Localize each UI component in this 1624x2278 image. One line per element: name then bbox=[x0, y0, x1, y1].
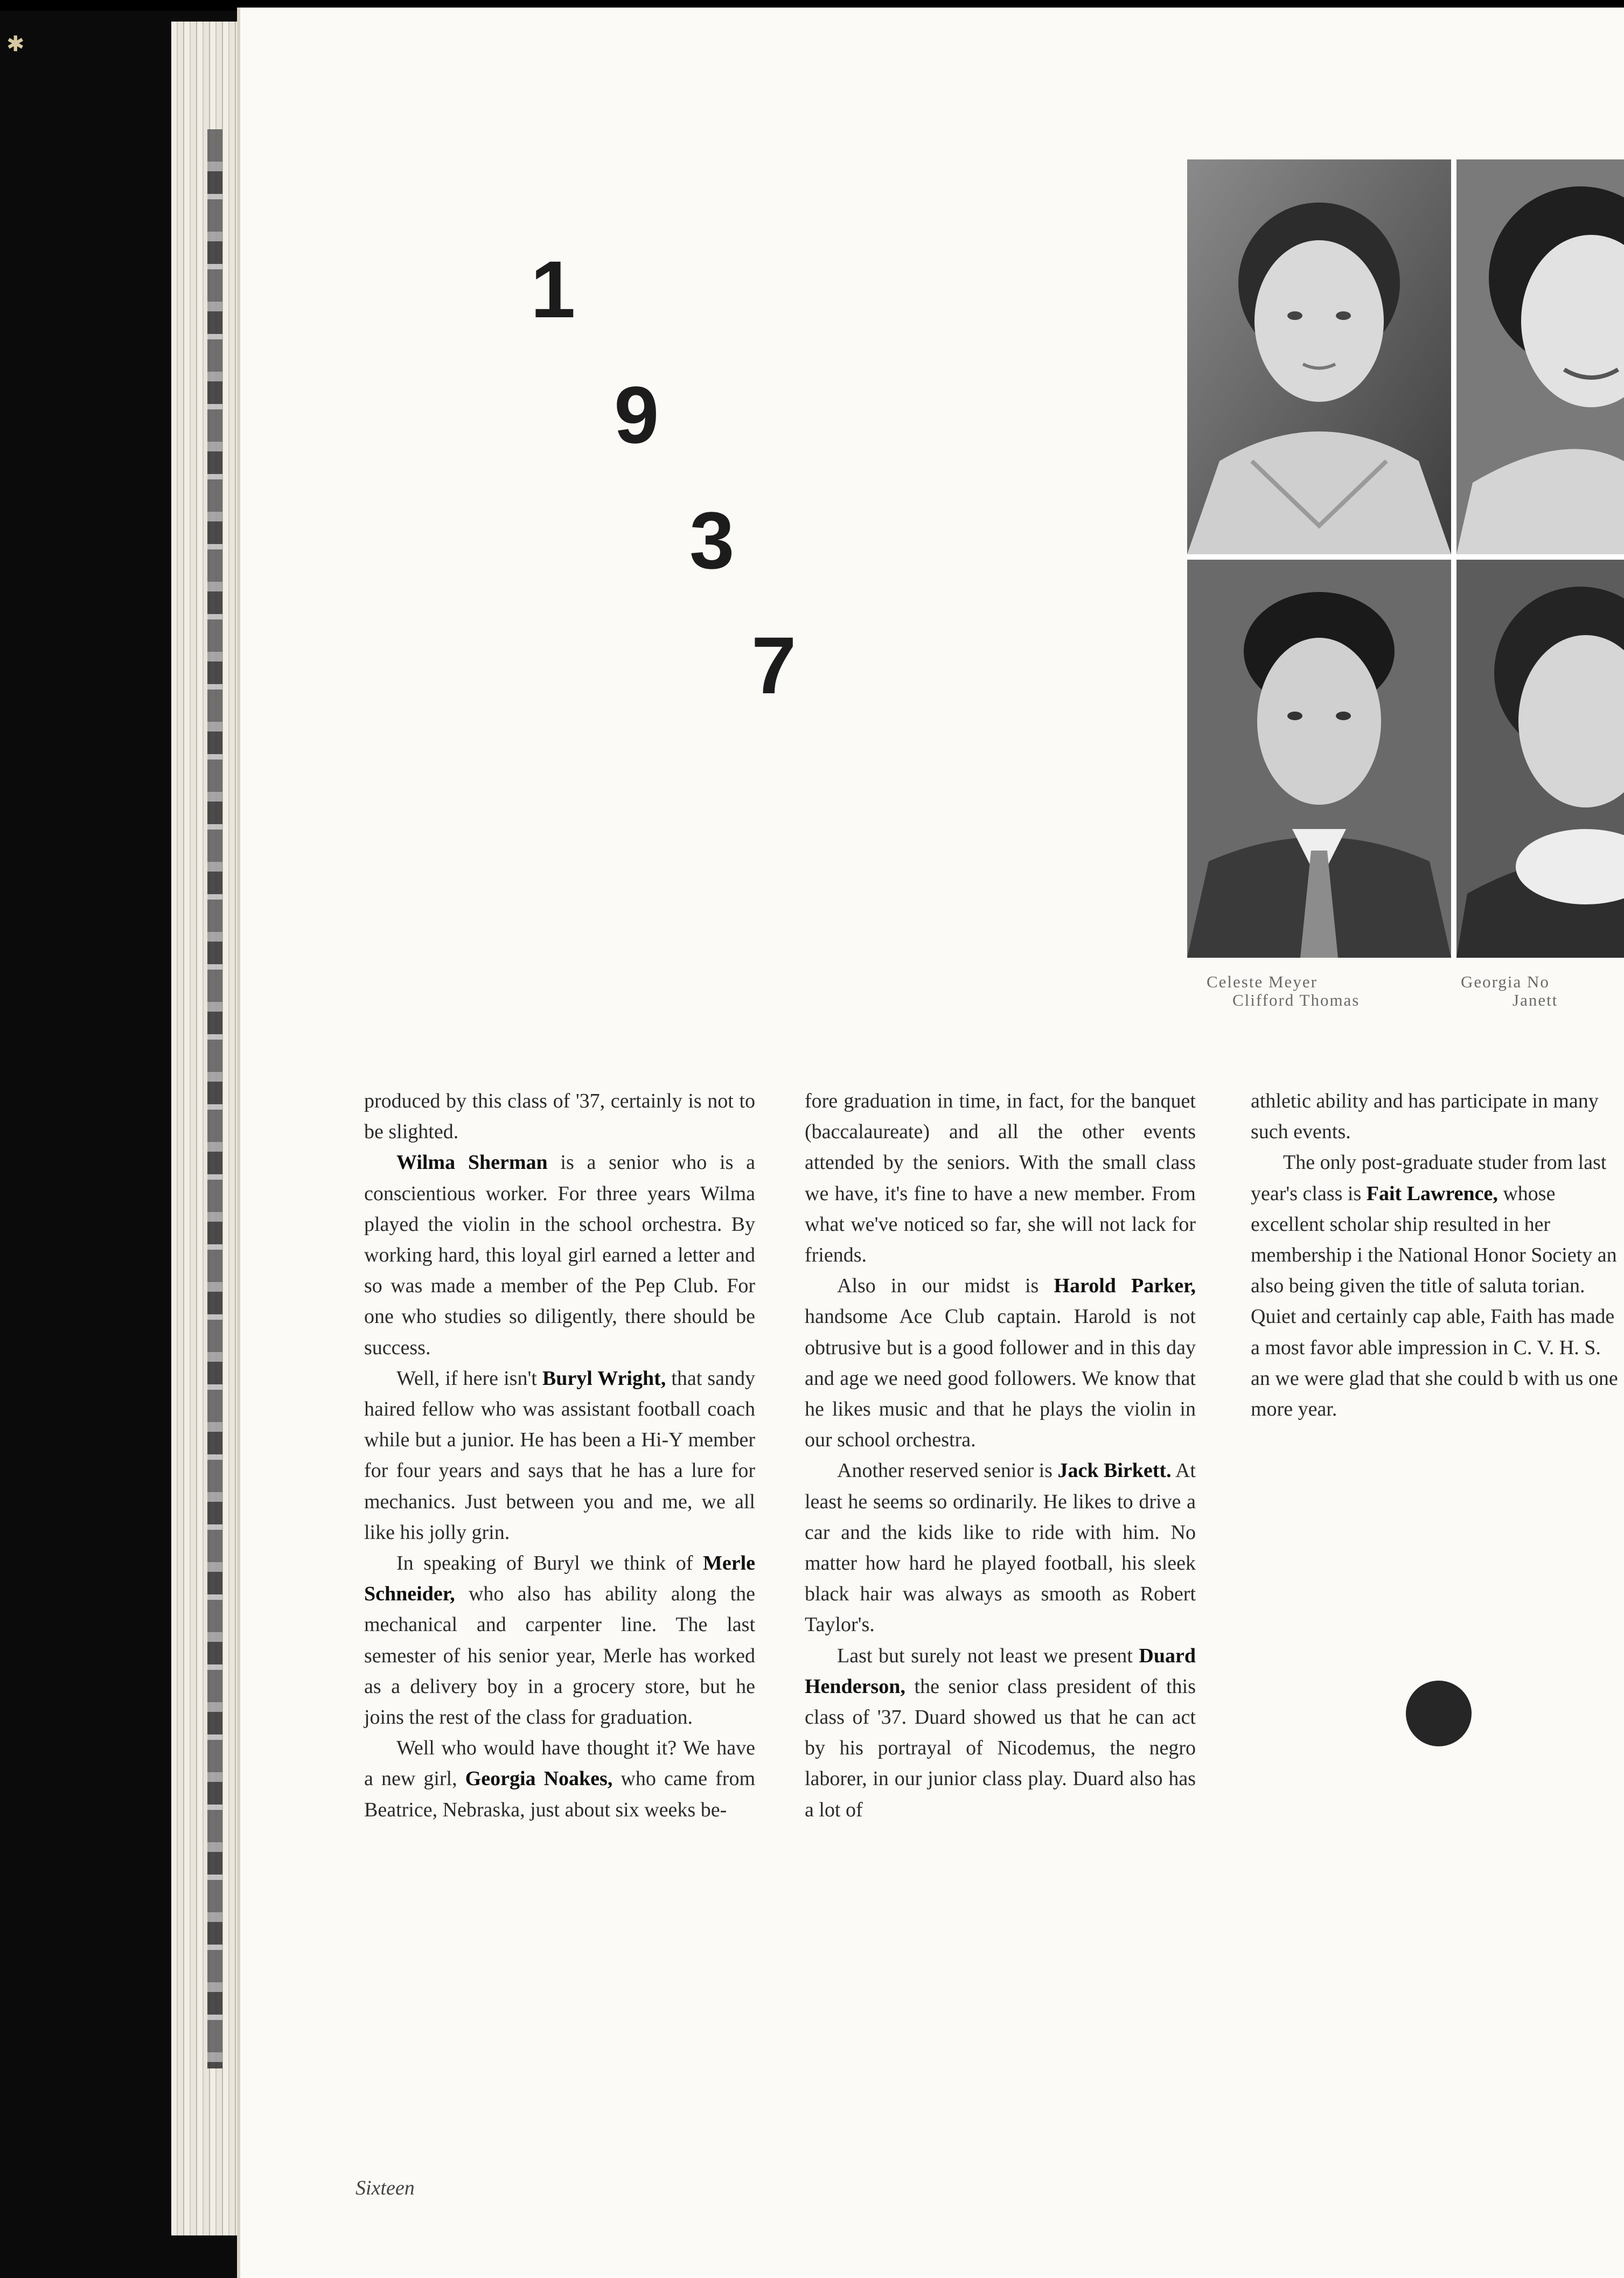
student-name: Jack Birkett. bbox=[1057, 1459, 1172, 1482]
paragraph: Well who would have thought it? We have a new girl, Georgia Noakes, who came from Beatrice, Nebraska, just about six weeks be- bbox=[364, 1737, 756, 1821]
page-number: Sixteen bbox=[356, 2177, 415, 2199]
paragraph: Well, if here isn't Buryl Wright, that sandy haired fellow who was assistant football coach while but a junior. He has been a Hi-Y member for four years and says that he has a lure for mechanics. Just between you and me, we all like his jolly grin. bbox=[364, 1367, 755, 1544]
student-name: Wilma Sherman bbox=[396, 1151, 548, 1174]
binding-spine bbox=[207, 129, 222, 2068]
portrait-girl-lace-collar-icon bbox=[1456, 560, 1624, 958]
caption-georgia-noakes: Georgia No bbox=[1461, 972, 1550, 991]
caption-left bbox=[1207, 973, 1360, 1009]
student-name: Fait Lawrence, bbox=[1366, 1182, 1498, 1205]
text-column-1 bbox=[364, 1086, 755, 1826]
student-name: Duard Henderson, bbox=[805, 1644, 1196, 1698]
caption-janette: Janett bbox=[1513, 991, 1558, 1009]
student-name: Buryl Wright, bbox=[542, 1367, 666, 1390]
year-digit-3: 3 bbox=[689, 495, 735, 586]
paragraph: The only post-graduate studer from last year's class is Fait Lawrence, whose excellent scholar ship resulted in her membership i the National Honor Society an also being given the title of saluta torian. Quiet and certainly caр able, Faith has made a most favor able impression in C. V. H. S. an we were glad that she could b with us one more year. bbox=[1251, 1151, 1618, 1421]
portrait-grid bbox=[1187, 159, 1624, 958]
paragraph: Also in our midst is Harold Parker, handsome Ace Club captain. Harold is not obtrusive but is a good follower and in this day and age we need good followers. We know that he likes music and that he plays the violin in our school orchestra. bbox=[805, 1274, 1196, 1452]
paragraph: produced by this class of '37, certainly is not to be slighted. bbox=[364, 1090, 755, 1144]
caption-right bbox=[1461, 973, 1558, 1009]
paragraph: Wilma Sherman is a senior who is a conscientious worker. For three years Wilma played the violin in the school orchestra. By working hard, this loyal girl earned a letter and so was made a member of the Pep Club. For one who studies so diligently, there should be success. bbox=[364, 1151, 756, 1359]
caption-clifford-thomas: Clifford Thomas bbox=[1232, 991, 1360, 1009]
paragraph: fore graduation in time, in fact, for the banquet (baccalaureate) and all the other events attended by the seniors. With the small class we have, it's fine to have a new member. From what we've noticed so far, she will not lack for friends. bbox=[805, 1090, 1196, 1267]
paragraph: Last but surely not least we present Duard Henderson, the senior class president of this class of '37. Duard showed us that he can act by his portrayal of Nicodemus, the negro laborer, in our junior class play. Duard also has a lot of bbox=[805, 1644, 1196, 1821]
text-column-3 bbox=[1251, 1086, 1624, 1425]
caption-celeste-meyer: Celeste Meyer bbox=[1207, 972, 1318, 991]
paragraph: Another reserved senior is Jack Birkett. At least he seems so ordinarily. He likes to drive a car and the kids like to ride with him. No matter how hard he played football, his sleek black hair was always as smooth as Robert Taylor's. bbox=[805, 1459, 1196, 1636]
portrait-girl-icon bbox=[1187, 159, 1451, 554]
year-digit-9: 9 bbox=[614, 370, 659, 460]
year-digit-7: 7 bbox=[751, 620, 797, 710]
text-column-2 bbox=[805, 1086, 1196, 1826]
portrait-girl-smiling-icon bbox=[1456, 159, 1624, 554]
year-digit-1: 1 bbox=[531, 244, 576, 335]
paragraph: In speaking of Buryl we think of Merle Schneider, who also has ability along the mechanical and carpenter line. The last semester of his senior year, Merle has worked as a delivery boy in a grocery store, but he joins the rest of the class for graduation. bbox=[364, 1552, 755, 1729]
student-name: Merle Schneider, bbox=[364, 1552, 755, 1606]
scan-mark: ✱ bbox=[6, 32, 25, 56]
punch-hole bbox=[1406, 1681, 1472, 1746]
student-name: Harold Parker, bbox=[1054, 1274, 1196, 1298]
paragraph: athletic ability and has participate in many such events. bbox=[1251, 1090, 1599, 1144]
portrait-boy-plaid-tie-icon bbox=[1187, 560, 1451, 958]
student-name: Georgia Noakes, bbox=[465, 1767, 613, 1791]
